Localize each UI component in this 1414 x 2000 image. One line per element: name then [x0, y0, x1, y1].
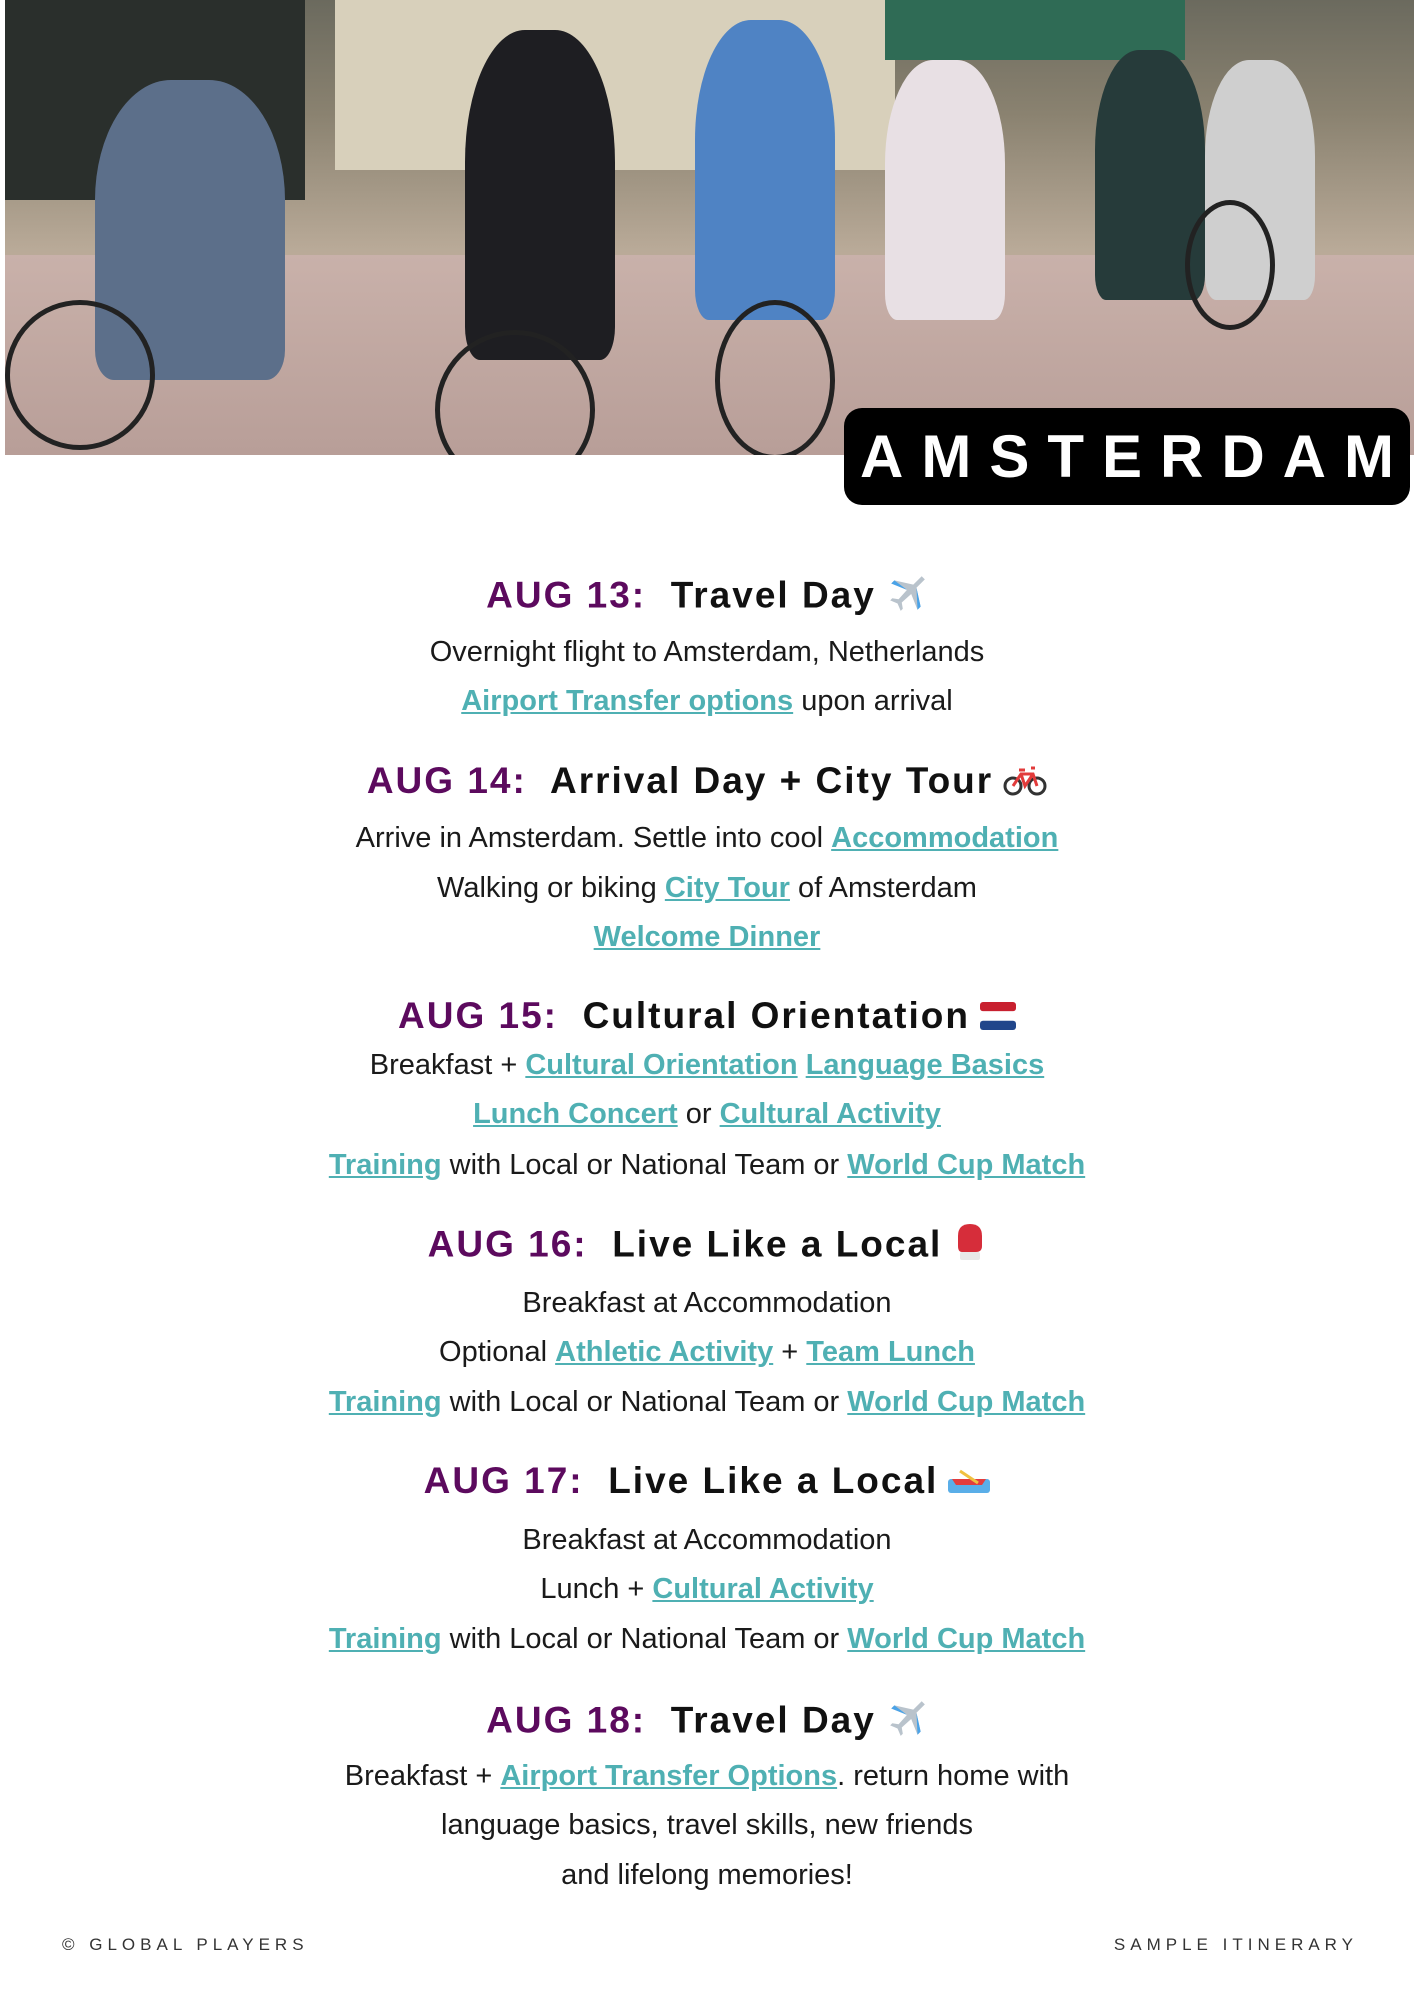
netherlands-flag-icon: [980, 997, 1016, 1039]
day-heading: [0, 572, 1414, 623]
activity-text: Breakfast +: [344, 1760, 501, 1792]
hero-photo-cyclists: [5, 0, 1414, 455]
day-heading: [0, 1222, 1414, 1271]
day-heading: [0, 995, 1414, 1039]
activity-link[interactable]: Training: [328, 1149, 442, 1181]
day-activity-line: [0, 636, 1414, 669]
activity-link[interactable]: Accommodation: [831, 822, 1059, 854]
activity-link[interactable]: World Cup Match: [847, 1386, 1086, 1418]
day-activity-line: [0, 1386, 1414, 1419]
activity-text: language basics, travel skills, new friends: [441, 1809, 973, 1841]
day-heading: [0, 1697, 1414, 1748]
activity-link[interactable]: Cultural Orientation: [525, 1049, 798, 1081]
city-title-banner: [844, 408, 1410, 505]
day-heading: [0, 760, 1414, 805]
activity-text: of Amsterdam: [789, 872, 977, 904]
day-title: Live Like a Local: [612, 1223, 943, 1265]
day-date: AUG 16:: [427, 1223, 588, 1265]
day-activity-line: [0, 1623, 1414, 1656]
activity-text: or: [677, 1098, 720, 1130]
activity-text: Breakfast +: [369, 1049, 526, 1081]
activity-link[interactable]: World Cup Match: [847, 1623, 1086, 1655]
activity-text: Overnight flight to Amsterdam, Netherlands: [429, 636, 985, 668]
activity-text: Walking or biking: [437, 872, 665, 904]
day-activity-line: [0, 1149, 1414, 1182]
day-date: AUG 15:: [398, 995, 558, 1036]
activity-text: with Local or National Team or: [441, 1386, 848, 1418]
boxing-glove-icon: [952, 1222, 986, 1271]
activity-link[interactable]: Athletic Activity: [555, 1336, 774, 1368]
day-activity-line: [0, 1336, 1414, 1369]
activity-text: and lifelong memories!: [561, 1859, 853, 1891]
activity-link[interactable]: Cultural Activity: [652, 1573, 874, 1605]
city-title: AMSTERDAM: [860, 423, 1412, 490]
activity-link[interactable]: City Tour: [664, 872, 790, 904]
activity-link[interactable]: World Cup Match: [847, 1149, 1086, 1181]
activity-text: Breakfast at Accommodation: [522, 1287, 892, 1319]
day-activity-line: [0, 1760, 1414, 1793]
day-activity-line: [0, 1859, 1414, 1892]
activity-link[interactable]: Training: [328, 1386, 442, 1418]
activity-text: Breakfast at Accommodation: [522, 1524, 892, 1556]
activity-text: with Local or National Team or: [441, 1149, 848, 1181]
activity-text: upon arrival: [793, 685, 953, 717]
activity-link[interactable]: Welcome Dinner: [593, 921, 821, 953]
footer-copyright: © GLOBAL PLAYERS: [62, 1935, 309, 1954]
activity-link[interactable]: Language Basics: [805, 1049, 1045, 1081]
activity-link[interactable]: Airport Transfer options: [461, 685, 794, 717]
day-title: Live Like a Local: [608, 1460, 939, 1501]
day-activity-line: [0, 872, 1414, 905]
day-title: Arrival Day + City Tour: [549, 760, 994, 801]
footer-label: SAMPLE ITINERARY: [1113, 1935, 1358, 1954]
day-date: AUG 14:: [366, 760, 527, 801]
day-title: Travel Day: [670, 1699, 876, 1741]
activity-text: [798, 1049, 806, 1081]
day-heading: [0, 1460, 1414, 1504]
day-activity-line: [0, 1573, 1414, 1606]
activity-link[interactable]: Lunch Concert: [473, 1098, 678, 1130]
activity-text: Arrive in Amsterdam. Settle into cool: [355, 822, 832, 854]
activity-text: Lunch +: [540, 1573, 653, 1605]
day-date: AUG 17:: [423, 1460, 584, 1501]
activity-text: +: [773, 1336, 807, 1368]
activity-text: . return home with: [837, 1760, 1070, 1792]
day-activity-line: [0, 1049, 1414, 1082]
airplane-icon: [886, 572, 928, 623]
day-activity-line: [0, 1098, 1414, 1131]
activity-link[interactable]: Training: [328, 1623, 442, 1655]
day-activity-line: [0, 921, 1414, 954]
activity-text: Optional: [439, 1336, 556, 1368]
day-date: AUG 18:: [486, 1699, 647, 1741]
day-activity-line: [0, 822, 1414, 855]
activity-link[interactable]: Airport Transfer Options: [500, 1760, 838, 1792]
day-date: AUG 13:: [486, 574, 647, 616]
day-activity-line: [0, 1287, 1414, 1320]
airplane-icon: [886, 1697, 928, 1748]
activity-link[interactable]: Cultural Activity: [719, 1098, 941, 1130]
day-title: Cultural Orientation: [582, 995, 970, 1036]
day-activity-line: [0, 1809, 1414, 1842]
canoe-icon: [948, 1462, 990, 1504]
activity-link[interactable]: Team Lunch: [806, 1336, 975, 1368]
bicycle-icon: [1003, 762, 1047, 805]
day-title: Travel Day: [670, 574, 876, 616]
day-activity-line: [0, 685, 1414, 718]
day-activity-line: [0, 1524, 1414, 1557]
activity-text: with Local or National Team or: [441, 1623, 848, 1655]
